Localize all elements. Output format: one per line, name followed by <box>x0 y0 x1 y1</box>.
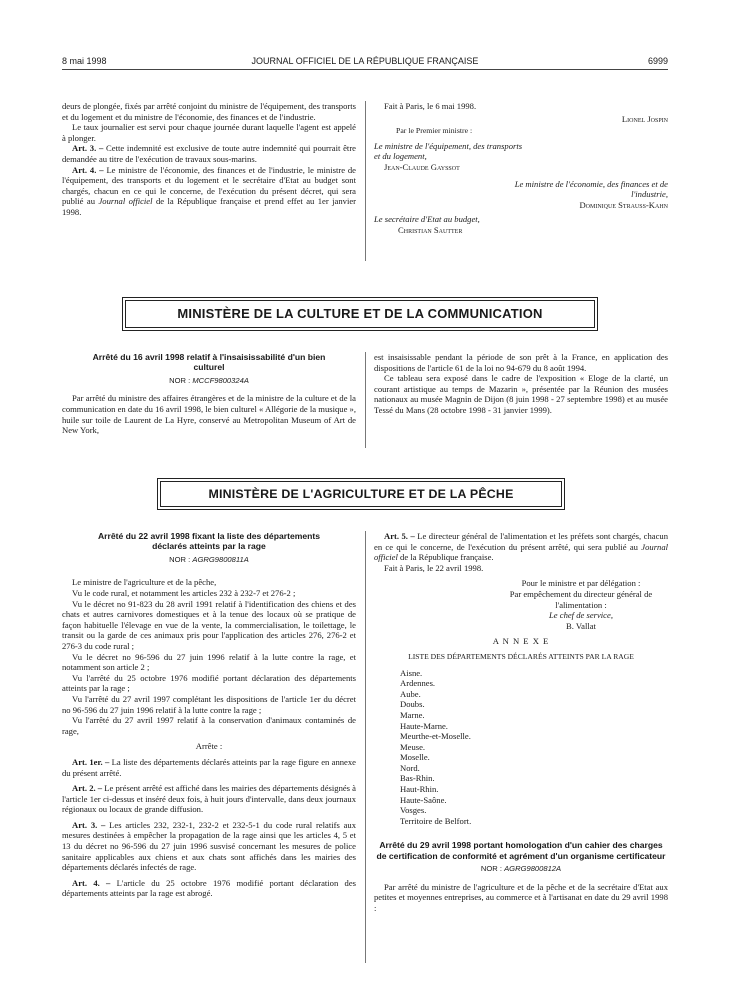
journal-officiel-ref: Journal officiel <box>374 541 669 563</box>
fait-a-paris: Fait à Paris, le 22 avril 1998. <box>384 562 484 573</box>
article-text: Le ministre de l'économie, des finances et de l'industrie, le ministre de l'équipement, des transports et du logement et le secrétaire d'Etat au budget sont chargés, chacun en ce qui le concerne, de l'exécution du présent décret, qui sera publié au <box>62 164 357 207</box>
list-item: Bas-Rhin. <box>400 773 435 784</box>
arrete-title: Arrêté du 16 avril 1998 relatif à l'insaisissabilité d'un bien culturel <box>92 352 326 373</box>
annexe-title: A N N E X E <box>492 636 550 647</box>
list-item: Haut-Rhin. <box>400 784 439 795</box>
article-label: Art. 4. – <box>72 877 111 888</box>
list-item: Moselle. <box>400 752 430 763</box>
paragraph: Vu le code rural, et notamment les articles 232 à 232-7 et 276-2 ; <box>72 588 296 598</box>
article-label: Art. 1er. – <box>72 756 110 767</box>
paragraph: Le ministre de l'agriculture et de la pêche, <box>72 577 217 588</box>
paragraph: Vu l'arrêté du 25 octobre 1976 modifié portant déclaration des départements atteints par la rage ; <box>62 672 356 694</box>
article-label: Art. 4. – <box>72 164 104 175</box>
article-label: Art. 3. – <box>72 143 104 154</box>
signature-line: Pour le ministre et par délégation : <box>521 578 641 589</box>
nor-reference <box>62 555 356 566</box>
article-5 <box>374 531 668 563</box>
nor-label: NOR : <box>169 554 191 564</box>
article-1 <box>62 757 356 778</box>
nor-code: AGRG9800812A <box>504 864 562 874</box>
culture-left-column <box>62 352 356 436</box>
paragraph: Vu le décret no 96-596 du 27 juin 1996 relatif à la lutte contre la rage, et notamment son article 2 ; <box>62 651 356 673</box>
signature-line: Par empêchement du directeur général de l'alimentation : <box>509 588 653 610</box>
list-item: Haute-Marne. <box>400 720 448 731</box>
column-divider <box>365 101 366 261</box>
list-item: Territoire de Belfort. <box>400 815 472 826</box>
header-page-number: 6999 <box>647 56 668 66</box>
article-text: Cette indemnité est exclusive de toute autre indemnité qui pourrait être demandée au titre de l'exécution de travaux sous-marins. <box>62 143 356 164</box>
nor-reference <box>374 864 668 875</box>
header-journal-title: JOURNAL OFFICIEL DE LA RÉPUBLIQUE FRANÇAISE <box>251 56 479 66</box>
arrete-word: Arrête : <box>195 741 223 752</box>
list-item: Nord. <box>400 762 420 773</box>
journal-officiel-ref: Journal officiel <box>98 196 153 207</box>
top-right-column <box>374 101 668 236</box>
signature-name: Lionel Jospin <box>621 113 668 124</box>
nor-code: AGRG9800811A <box>192 554 249 564</box>
article-2 <box>62 783 356 815</box>
article-text: Le directeur général de l'alimentation et les préfets sont chargés, chacun en ce qui le concerne, de l'exécution du présent arrêté, qui sera publié au <box>374 531 668 552</box>
section-title-agriculture: MINISTÈRE DE L'AGRICULTURE ET DE LA PÊCHE <box>160 481 562 507</box>
nor-label: NOR : <box>169 375 191 385</box>
list-item: Aisne. <box>400 667 423 678</box>
list-item: Haute-Saône. <box>400 794 447 805</box>
paragraph: Par arrêté du ministre des affaires étrangères et de la ministre de la culture et de la communication en date du 16 avril 1998, le bien culturel « Allégorie de la musique », huile sur toile de Laurent de La Hyre, conservé au Metropolitan Museum of Art de New York, <box>62 393 356 436</box>
culture-right-column <box>374 352 668 416</box>
paragraph: Ce tableau sera exposé dans le cadre de l'exposition « Eloge de la clarté, un courant artistique au temps de Mazarin », présentée par la Réunion des musées nationaux au musée Magnin de Dijon (8 juin 1998 - 27 septembre 1998) et au musée Tessé du Mans (28 octobre 1998 - 31 janvier 1999). <box>374 373 668 415</box>
article-3 <box>62 820 356 873</box>
article-3 <box>62 143 356 164</box>
article-label: Art. 2. – <box>72 783 103 794</box>
signature-title: Le secrétaire d'Etat au budget, <box>374 214 480 225</box>
article-label: Art. 3. – <box>72 819 106 830</box>
nor-reference <box>62 376 356 387</box>
list-item: Aube. <box>400 688 421 699</box>
agriculture-left-column <box>62 531 356 899</box>
list-item: Meuse. <box>400 741 426 752</box>
list-item: Ardennes. <box>400 678 436 689</box>
paragraph: Le taux journalier est servi pour chaque journée durant laquelle l'agent est appelé à plonger. <box>62 122 356 143</box>
list-item: Marne. <box>400 709 425 720</box>
list-item: Doubs. <box>400 699 425 710</box>
signature-title: Le chef de service, <box>549 610 613 621</box>
signature-title: Le ministre de l'économie, des finances et de l'industrie, <box>514 178 668 200</box>
departements-list <box>374 668 668 827</box>
list-item: Meurthe-et-Moselle. <box>400 731 471 742</box>
article-text: de la République française et prend effet au 1er janvier 1998. <box>62 196 357 217</box>
article-4 <box>62 878 356 899</box>
signature-name: Dominique Strauss-Kahn <box>579 199 668 210</box>
nor-label: NOR : <box>480 864 502 874</box>
arrete-title: Arrêté du 29 avril 1998 portant homologation d'un cahier des charges de certification de conformité et agrément d'un organisme certificateur <box>376 840 666 861</box>
article-text: Les articles 232, 232-1, 232-2 et 232-5-1 du code rural relatifs aux mesures destinées à empêcher la propagation de la rage ainsi que les articles 4, 5 et 13 du décret no 96-596 du 27 juin 1996 susvisé concernant les mesures de police sanitaire applicables aux chiens et aux chats sont affichés dans les mairies des départements déclarés infectés de rage. <box>62 819 356 873</box>
fait-a-paris: Fait à Paris, le 6 mai 1998. <box>384 101 477 111</box>
article-text: L'article du 25 octobre 1976 modifié portant déclaration des départements atteints par la rage est abrogé. <box>62 877 357 899</box>
signature-block <box>374 578 668 631</box>
article-label: Art. 5. – <box>384 531 415 541</box>
list-item: Vosges. <box>400 805 427 816</box>
par-premier-ministre: Par le Premier ministre : <box>396 126 473 136</box>
section-title-culture: MINISTÈRE DE LA CULTURE ET DE LA COMMUNICATION <box>125 300 595 328</box>
paragraph: Par arrêté du ministre de l'agriculture et de la pêche et de la secrétaire d'Etat aux petites et moyennes entreprises, au commerce et à l'artisanat en date du 29 avril 1998 : <box>374 881 668 914</box>
column-divider <box>365 531 366 963</box>
article-4 <box>62 165 356 218</box>
paragraph: est insaisissable pendant la période de son prêt à la France, en application des dispositions de l'article 61 de la loi no 94-679 du 8 août 1994. <box>374 352 668 373</box>
article-text: La liste des départements déclarés atteints par la rage figure en annexe du présent arrêté. <box>62 756 356 778</box>
signature-name: Jean-Claude Gayssot <box>384 161 460 172</box>
agriculture-right-column <box>374 531 668 914</box>
header-rule <box>62 69 668 70</box>
signature-name: Christian Sautter <box>398 224 463 235</box>
signature-title: Le ministre de l'équipement, des transports et du logement, <box>374 140 523 162</box>
signature-name: B. Vallat <box>566 620 596 631</box>
top-left-column <box>62 101 356 218</box>
paragraph: deurs de plongée, fixés par arrêté conjoint du ministre de l'équipement, des transports et du logement et du ministre de l'économie, des finances et de l'industrie. <box>62 101 356 122</box>
arrete-title: Arrêté du 22 avril 1998 fixant la liste des départements déclarés atteints par la rage <box>97 531 321 552</box>
header-date: 8 mai 1998 <box>62 56 107 66</box>
paragraph: Vu l'arrêté du 27 avril 1997 relatif à la conservation d'animaux contaminés de rage, <box>62 715 356 736</box>
article-text: Le présent arrêté est affiché dans les mairies des départements désignés à l'article 1er ci-dessus et inséré deux fois, à huit jours d'intervalle, dans deux journaux régionaux ou locaux de grande diffusion. <box>62 783 356 815</box>
article-text: de la République française. <box>400 552 494 563</box>
column-divider <box>365 352 366 448</box>
nor-code: MCCF9800324A <box>192 375 249 385</box>
paragraph: Vu le décret no 91-823 du 28 avril 1991 relatif à l'identification des chiens et des chats et autres carnivores domestiques et à la tenue des locaux où se pratique de façon habituelle l'élevage en vue de la vente, la commercialisation, le toilettage, le transit ou la garde de ces animaux pris pour l'application des articles 276, 276-2 et 276-3 du code rural ; <box>62 598 356 651</box>
liste-title: LISTE DES DÉPARTEMENTS DÉCLARÉS ATTEINTS PAR LA RAGE <box>408 651 634 661</box>
page-header <box>62 56 668 70</box>
paragraph: Vu l'arrêté du 27 avril 1997 complétant les dispositions de l'article 1er du décret no 96-596 du 27 juin 1996 relatif à la lutte contre la rage ; <box>62 693 356 715</box>
